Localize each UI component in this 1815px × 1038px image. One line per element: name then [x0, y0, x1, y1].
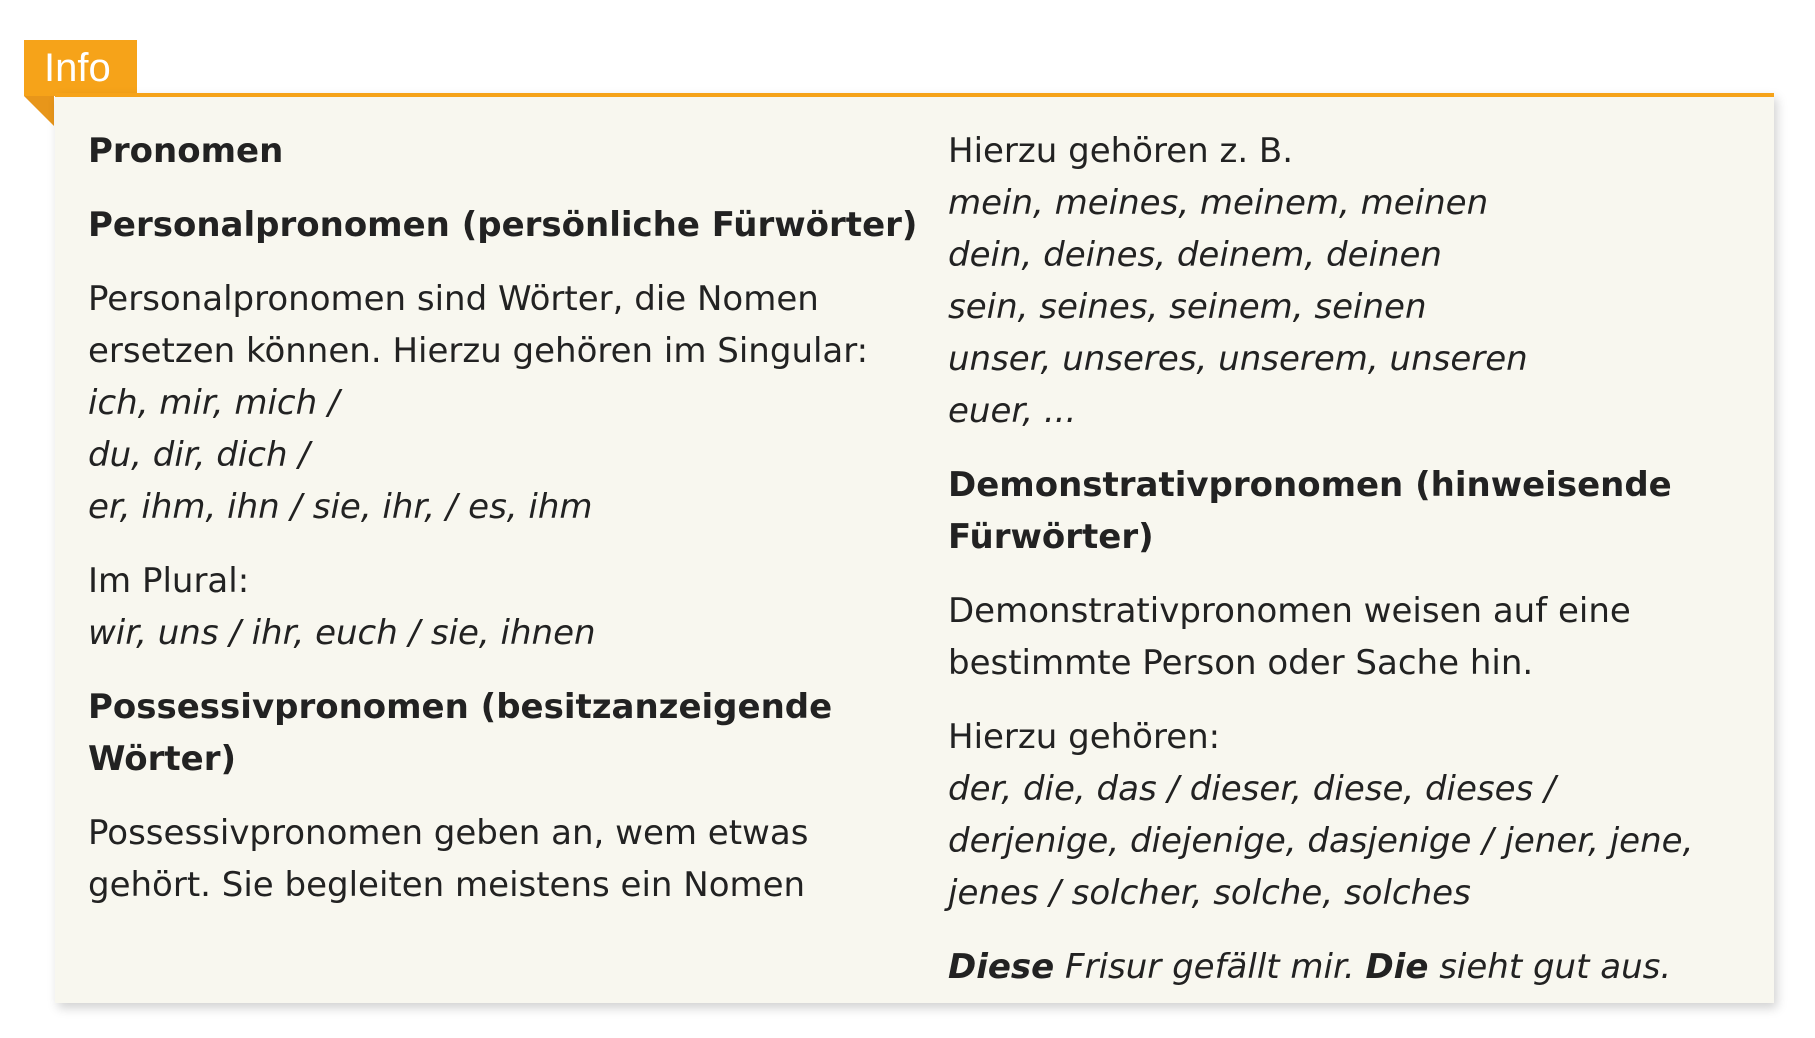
singular-example: ich, mir, mich / — [88, 383, 340, 423]
personal-desc-line: Personalpronomen sind Wörter, die Nomen — [88, 279, 819, 319]
demonstrative-heading: Demonstrativpronomen (hinweisende — [948, 465, 1672, 505]
possessive-example: mein, meines, meinem, meinen — [948, 183, 1489, 223]
demonstrative-example: der, die, das / dieser, diese, dieses / — [948, 769, 1556, 809]
example-sentence-text: sieht gut aus. — [1428, 947, 1672, 987]
singular-example: du, dir, dich / — [88, 435, 310, 475]
demonstrative-intro: Hierzu gehören: — [948, 717, 1221, 757]
example-sentence-text: Frisur gefällt mir. — [1054, 947, 1366, 987]
possessive-example: sein, seines, seinem, seinen — [948, 287, 1427, 327]
plural-label: Im Plural: — [88, 561, 250, 601]
plural-example: wir, uns / ihr, euch / sie, ihnen — [88, 613, 596, 653]
possessive-example: dein, deines, deinem, deinen — [948, 235, 1442, 275]
right-column — [948, 125, 1748, 993]
demonstrative-example: jenes / solcher, solche, solches — [948, 873, 1471, 913]
demonstrative-heading: Fürwörter) — [948, 517, 1154, 557]
possessive-example: euer, ... — [948, 391, 1077, 431]
example-sentence-bold: Diese — [948, 947, 1055, 987]
possessive-heading: Wörter) — [88, 739, 237, 779]
possessive-example: unser, unseres, unserem, unseren — [948, 339, 1528, 379]
possessive-desc-line: Possessivpronomen geben an, wem etwas — [88, 813, 809, 853]
example-sentence-bold: Die — [1365, 947, 1429, 987]
possessive-intro: Hierzu gehören z. B. — [948, 131, 1294, 171]
singular-example: er, ihm, ihn / sie, ihr, / es, ihm — [88, 487, 593, 527]
demonstrative-desc-line: bestimmte Person oder Sache hin. — [948, 643, 1534, 683]
example-sentence — [948, 941, 1748, 993]
info-panel — [55, 93, 1774, 1003]
demonstrative-desc-line: Demonstrativpronomen weisen auf eine — [948, 591, 1631, 631]
possessive-heading: Possessivpronomen (besitzanzeigende — [88, 687, 833, 727]
personal-desc-line: ersetzen können. Hierzu gehören im Singular: — [88, 331, 869, 371]
info-tab-label: Info — [44, 46, 111, 90]
tab-fold-decoration — [24, 96, 54, 126]
personal-heading: Personalpronomen (persönliche Fürwörter) — [88, 205, 918, 245]
possessive-desc-line: gehört. Sie begleiten meistens ein Nomen — [88, 865, 806, 905]
demonstrative-example: derjenige, diejenige, dasjenige / jener, jene, — [948, 821, 1694, 861]
info-tab — [24, 40, 137, 96]
section-title: Pronomen — [88, 131, 284, 171]
left-column — [88, 125, 918, 911]
